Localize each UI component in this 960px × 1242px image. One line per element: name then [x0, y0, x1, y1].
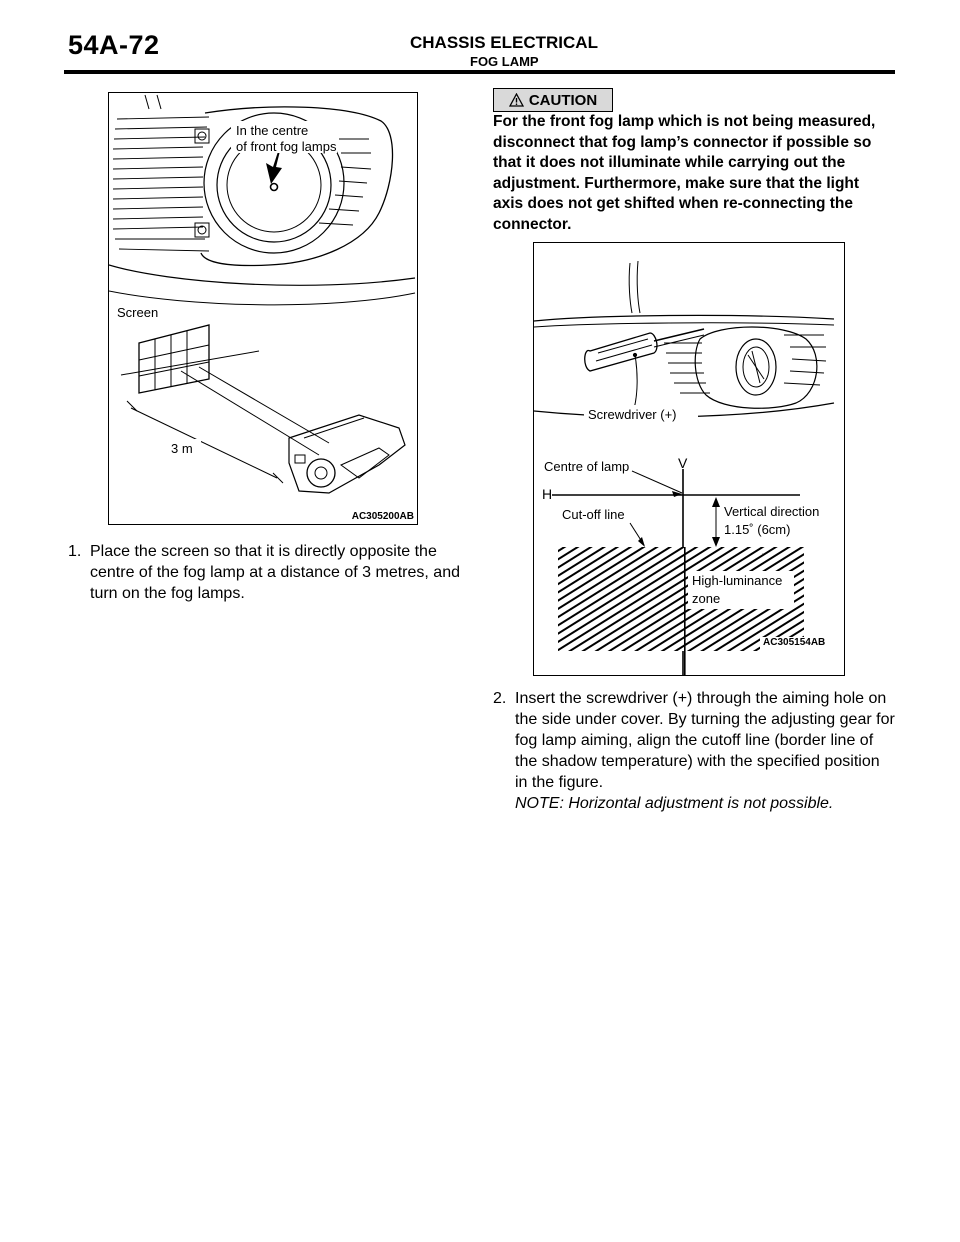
- figure-aiming-adjustment: [533, 242, 845, 676]
- label-screen: Screen: [117, 305, 159, 320]
- step-text: Place the screen so that it is directly opposite the centre of the fog lamp at a distance of 3 metres, and turn on the fog lamps.: [90, 543, 460, 602]
- label-v-axis: V: [678, 455, 688, 471]
- step-1: [68, 541, 468, 604]
- label-distance: 3 m: [171, 441, 193, 456]
- page-number: 54A-72: [68, 30, 160, 60]
- header-rule: [64, 70, 895, 74]
- step-2: [493, 688, 895, 793]
- label-screwdriver: Screwdriver (+): [588, 407, 677, 422]
- label-vertical-direction: Vertical direction: [724, 504, 820, 519]
- warning-triangle-icon: [509, 93, 524, 107]
- figure-code: AC305200AB: [351, 511, 414, 522]
- figure-code: AC305154AB: [763, 637, 826, 648]
- label-h-axis: H: [542, 486, 553, 502]
- label-centre-of-lamp: Centre of lamp: [544, 459, 630, 474]
- step-number: 1.: [68, 543, 82, 560]
- caution-label: CAUTION: [528, 91, 598, 109]
- step-number: 2.: [493, 690, 507, 707]
- label-front-fog-lamps: of front fog lamps: [236, 139, 337, 154]
- label-angle: 1.15˚ (6cm): [724, 522, 791, 537]
- label-high-luminance: High-luminance: [692, 573, 783, 588]
- section-title: CHASSIS ELECTRICAL: [410, 33, 598, 52]
- caution-box: [493, 88, 613, 112]
- step-text: Insert the screwdriver (+) through the aiming hole on the side under cover. By turning the adjusting gear for fog lamp aiming, align the cutoff line (border line of the shadow temperature) with the specified position in the figure.: [515, 690, 895, 791]
- label-in-the-centre: In the centre: [236, 123, 309, 138]
- subsection-title: FOG LAMP: [470, 54, 539, 69]
- note-text: NOTE: Horizontal adjustment is not possible.: [515, 795, 834, 812]
- figure-screen-placement: [108, 92, 418, 525]
- label-cut-off-line: Cut-off line: [562, 507, 625, 522]
- label-zone: zone: [692, 591, 721, 606]
- caution-text: For the front fog lamp which is not being measured, disconnect that fog lamp’s connector if possible so that it does not illuminate while carrying out the adjustment. Furthermore, make sure that the light axis does not get shifted when re-connecting the connector.: [493, 113, 876, 233]
